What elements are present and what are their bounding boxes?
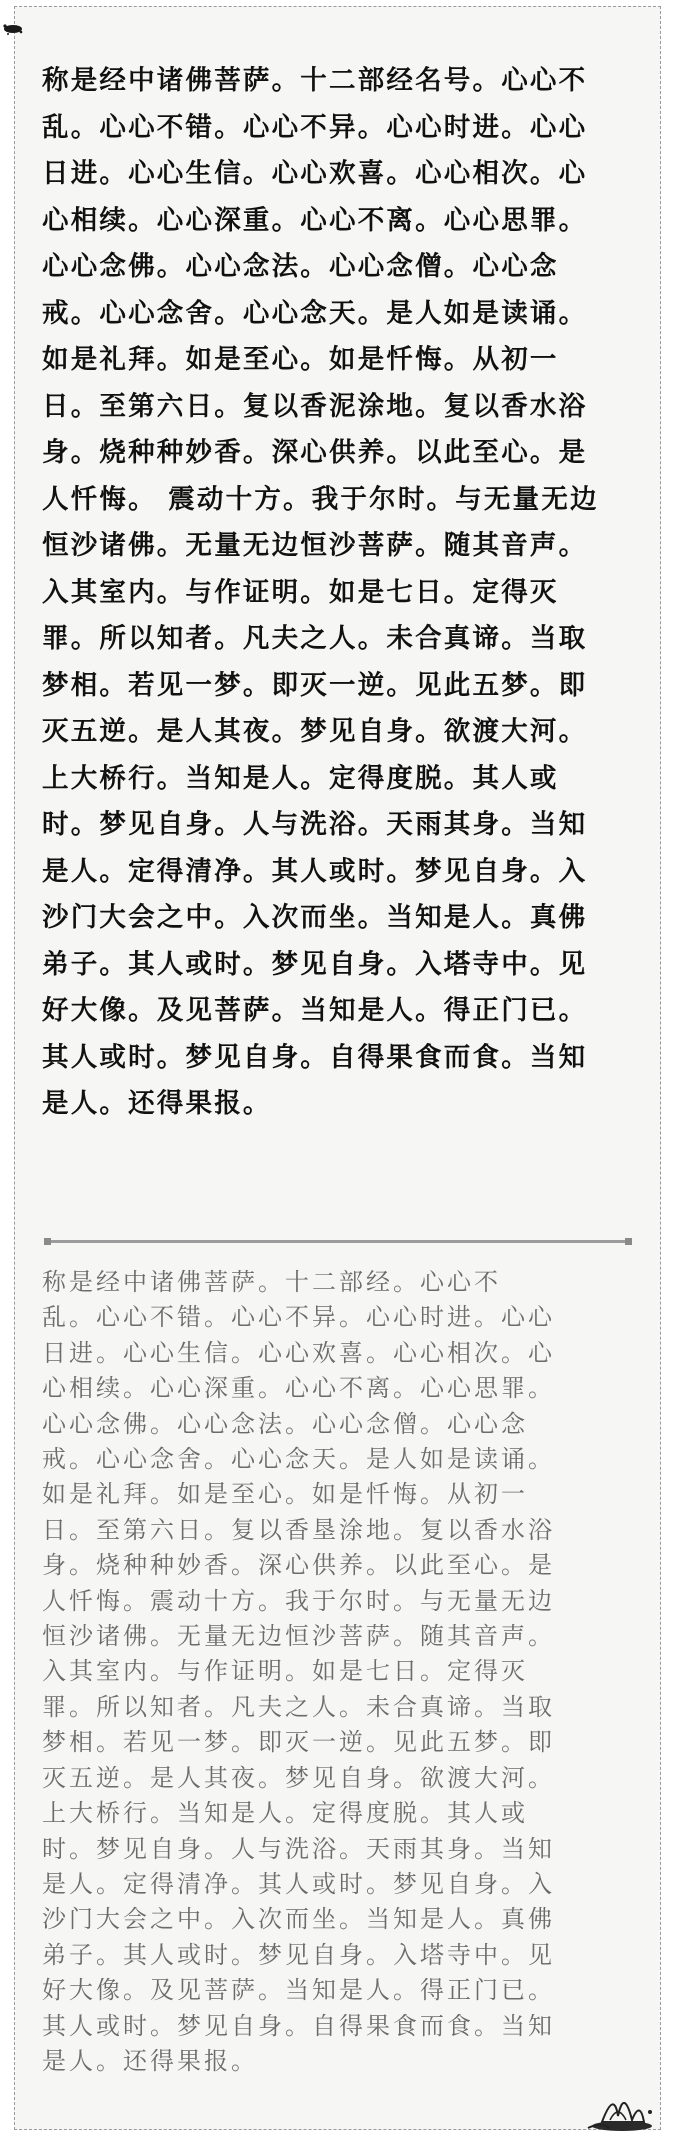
printed-text-line: 是人。还得果报。 [42, 1088, 272, 1119]
calligraphy-text-line: 日进。心心生信。心心欢喜。心心相次。心 [42, 1338, 555, 1367]
section-divider [47, 1240, 629, 1243]
printed-text-line: 时。梦见自身。人与洗浴。天雨其身。当知 [42, 809, 588, 840]
calligraphy-text-line: 上大桥行。当知是人。定得度脱。其人或 [42, 1799, 528, 1828]
printed-text-line: 戒。心心念舍。心心念天。是人如是读诵。 [42, 297, 588, 329]
sutra-calligraphy-text [42, 1265, 642, 2079]
calligraphy-text-line: 恒沙诸佛。无量无边恒沙菩萨。随其音声。 [42, 1622, 555, 1651]
calligraphy-text-line: 是人。定得清净。其人或时。梦见自身。入 [42, 1869, 555, 1898]
calligraphy-text-line: 灭五逆。是人其夜。梦见自身。欲渡大河。 [42, 1763, 555, 1792]
printed-text-line: 日。至第六日。复以香泥涂地。复以香水浴 [42, 390, 588, 422]
printed-text-line: 弟子。其人或时。梦见自身。入塔寺中。见 [42, 948, 588, 980]
printed-text-line: 入其室内。与作证明。如是七日。定得灭 [42, 576, 559, 608]
ink-splash-icon [2, 22, 24, 36]
printed-text-line: 是人。定得清净。其人或时。梦见自身。入 [42, 855, 588, 887]
calligraphy-text-line: 戒。心心念舍。心心念天。是人如是读诵。 [42, 1445, 555, 1474]
lotus-ink-logo [580, 2082, 660, 2134]
printed-text-line: 恒沙诸佛。无量无边恒沙菩萨。随其音声。 [42, 530, 588, 561]
calligraphy-text-line: 梦相。若见一梦。即灭一逆。见此五梦。即 [42, 1728, 555, 1757]
calligraphy-text-line: 心心念佛。心心念法。心心念僧。心心念 [42, 1409, 528, 1438]
calligraphy-text-line: 乱。心心不错。心心不异。心心时进。心心 [42, 1303, 555, 1332]
printed-text-line: 好大像。及见菩萨。当知是人。得正门已。 [42, 995, 588, 1026]
printed-text-line: 日进。心心生信。心心欢喜。心心相次。心 [42, 158, 588, 189]
calligraphy-text-line: 入其室内。与作证明。如是七日。定得灭 [42, 1657, 528, 1686]
printed-text-line: 其人或时。梦见自身。自得果食而食。当知 [42, 1041, 588, 1073]
calligraphy-text-line: 称是经中诸佛菩萨。十二部经。心心不 [42, 1268, 501, 1296]
calligraphy-text-line: 日。至第六日。复以香垦涂地。复以香水浴 [42, 1515, 555, 1544]
calligraphy-text-line: 如是礼拜。如是至心。如是忏悔。从初一 [42, 1480, 528, 1509]
calligraphy-text-line: 其人或时。梦见自身。自得果食而食。当知 [42, 2011, 555, 2040]
calligraphy-text-line: 弟子。其人或时。梦见自身。入塔寺中。见 [42, 1940, 555, 1969]
printed-text-line: 乱。心心不错。心心不异。心心时进。心心 [42, 111, 588, 143]
calligraphy-text-line: 好大像。及见菩萨。当知是人。得正门已。 [42, 1976, 555, 2005]
calligraphy-text-line: 是人。还得果报。 [42, 2046, 258, 2075]
calligraphy-text-line: 心相续。心心深重。心心不离。心心思罪。 [42, 1374, 555, 1403]
printed-text-line: 称是经中诸佛菩萨。十二部经名号。心心不 [42, 65, 588, 96]
printed-text-line: 梦相。若见一梦。即灭一逆。见此五梦。即 [42, 669, 588, 701]
calligraphy-text-line: 身。烧种种妙香。深心供养。以此至心。是 [42, 1551, 555, 1580]
printed-text-line: 身。烧种种妙香。深心供养。以此至心。是 [42, 437, 588, 468]
calligraphy-text-line: 时。梦见自身。人与洗浴。天雨其身。当知 [42, 1834, 555, 1863]
printed-text-line: 如是礼拜。如是至心。如是忏悔。从初一 [42, 344, 559, 375]
printed-text-line: 上大桥行。当知是人。定得度脱。其人或 [42, 762, 559, 794]
printed-text-line: 罪。所以知者。凡夫之人。未合真谛。当取 [42, 623, 588, 654]
calligraphy-text-line: 人忏悔。震动十方。我于尔时。与无量无边 [42, 1586, 555, 1615]
printed-text-line: 灭五逆。是人其夜。梦见自身。欲渡大河。 [42, 716, 588, 747]
printed-text-line: 人忏悔。 震动十方。我于尔时。与无量无边 [42, 483, 599, 515]
printed-text-line: 心相续。心心深重。心心不离。心心思罪。 [42, 204, 588, 236]
calligraphy-text-line: 沙门大会之中。入次而坐。当知是人。真佛 [42, 1905, 555, 1934]
printed-text-line: 沙门大会之中。入次而坐。当知是人。真佛 [42, 902, 588, 933]
sutra-printed-text [42, 58, 642, 1128]
calligraphy-text-line: 罪。所以知者。凡夫之人。未合真谛。当取 [42, 1692, 555, 1721]
printed-text-line: 心心念佛。心心念法。心心念僧。心心念 [42, 251, 559, 282]
